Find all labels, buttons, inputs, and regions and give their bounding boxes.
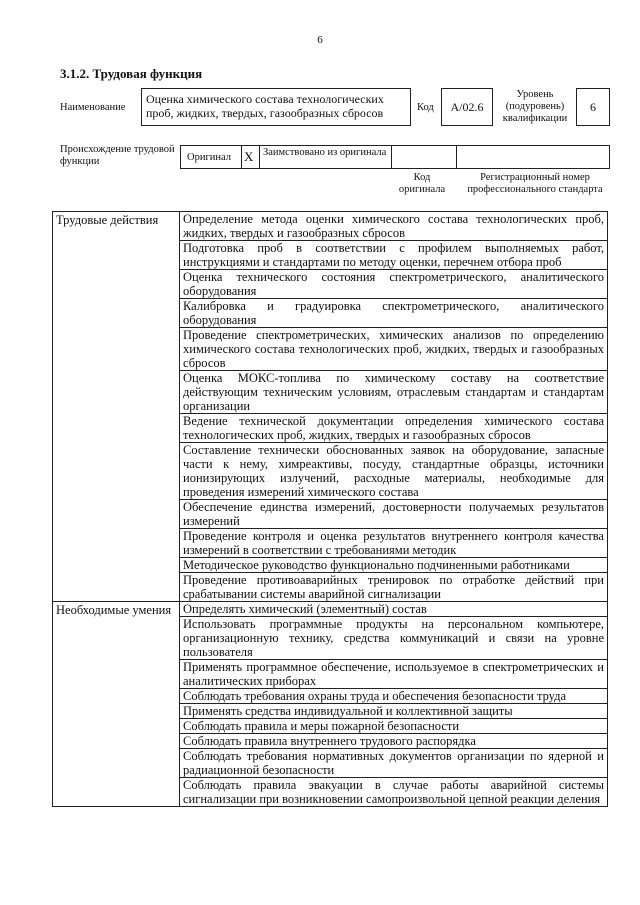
list-item: Калибровка и градуировка спектрометрического, аналитического оборудования	[180, 299, 608, 328]
original-mark: X	[244, 149, 254, 164]
qualification-level-box: 6	[576, 88, 610, 126]
list-item: Определение метода оценки химического состава технологических проб, жидких, твердых и газообразных сбросов	[180, 212, 608, 241]
list-item: Проведение контроля и оценка результатов внутреннего контроля качества измерений в соответствии с требованиями методик	[180, 529, 608, 558]
function-name-box: Оценка химического состава технологических проб, жидких, твердых, газообразных сбросов	[141, 88, 411, 126]
list-item: Оценка МОКС-топлива по химическому составу на соответствие действующим техническим условиям, отраслевым стандартам и стандартам организации	[180, 371, 608, 414]
code-label: Код	[417, 102, 434, 113]
list-item: Соблюдать требования охраны труда и обеспечения безопасности труда	[180, 689, 608, 704]
name-label: Наименование	[60, 102, 126, 113]
table-row	[53, 212, 608, 241]
table-row	[53, 602, 608, 617]
list-item: Проведение спектрометрических, химических анализов по определению химического состава технологических проб, жидких, твердых и газообразных сбросов	[180, 328, 608, 371]
list-item: Соблюдать правила эвакуации в случае работы аварийной системы сигнализации при возникновении самопроизвольной цепной реакции деления	[180, 778, 608, 807]
labor-function-table	[52, 211, 608, 807]
list-item: Определять химический (элементный) состав	[180, 602, 608, 617]
list-item: Ведение технической документации определения химического состава технологических проб, жидких, твердых и газообразных сбросов	[180, 414, 608, 443]
original-label: Оригинал	[187, 152, 231, 163]
list-item: Соблюдать правила внутреннего трудового распорядка	[180, 734, 608, 749]
function-code-box: А/02.6	[441, 88, 493, 126]
section-title: 3.1.2. Трудовая функция	[60, 66, 203, 81]
origin-row	[180, 145, 610, 169]
page-number: 6	[317, 34, 323, 46]
list-item: Составление технически обоснованных заявок на оборудование, запасные части к нему, химреактивы, посуду, стандартные образцы, источники ионизирующих излучений, расходные материалы, необходимые для проведения измерений химического состава	[180, 443, 608, 500]
borrowed-label: Заимствовано из оригинала	[263, 147, 387, 158]
list-item: Подготовка проб в соответствии с профилем выполняемых работ, инструкциями и стандартами по методу оценки, перечнем отбора проб	[180, 241, 608, 270]
level-label: Уровень (подуровень) квалификации	[502, 89, 568, 124]
list-item: Оценка технического состояния спектрометрического, аналитического оборудования	[180, 270, 608, 299]
list-item: Применять средства индивидуальной и коллективной защиты	[180, 704, 608, 719]
list-item: Проведение противоаварийных тренировок по отработке действий при срабатывании системы аварийной сигнализации	[180, 573, 608, 602]
list-item: Соблюдать правила и меры пожарной безопасности	[180, 719, 608, 734]
list-item: Обеспечение единства измерений, достоверности получаемых результатов измерений	[180, 500, 608, 529]
origin-code-caption: Код оригинала	[398, 172, 446, 195]
section-category: Трудовые действия	[53, 212, 180, 602]
list-item: Соблюдать требования нормативных документов организации по ядерной и радиационной безопасности	[180, 749, 608, 778]
section-category: Необходимые умения	[53, 602, 180, 807]
list-item: Методическое руководство функционально подчиненными работниками	[180, 558, 608, 573]
list-item: Использовать программные продукты на персональном компьютере, организационную технику, средства коммуникаций и связи на уровне пользователя	[180, 617, 608, 660]
list-item: Применять программное обеспечение, используемое в спектрометрических и аналитических приборах	[180, 660, 608, 689]
registration-caption: Регистрационный номер профессионального стандарта	[467, 172, 603, 195]
origin-label: Происхождение трудовой функции	[60, 144, 175, 167]
